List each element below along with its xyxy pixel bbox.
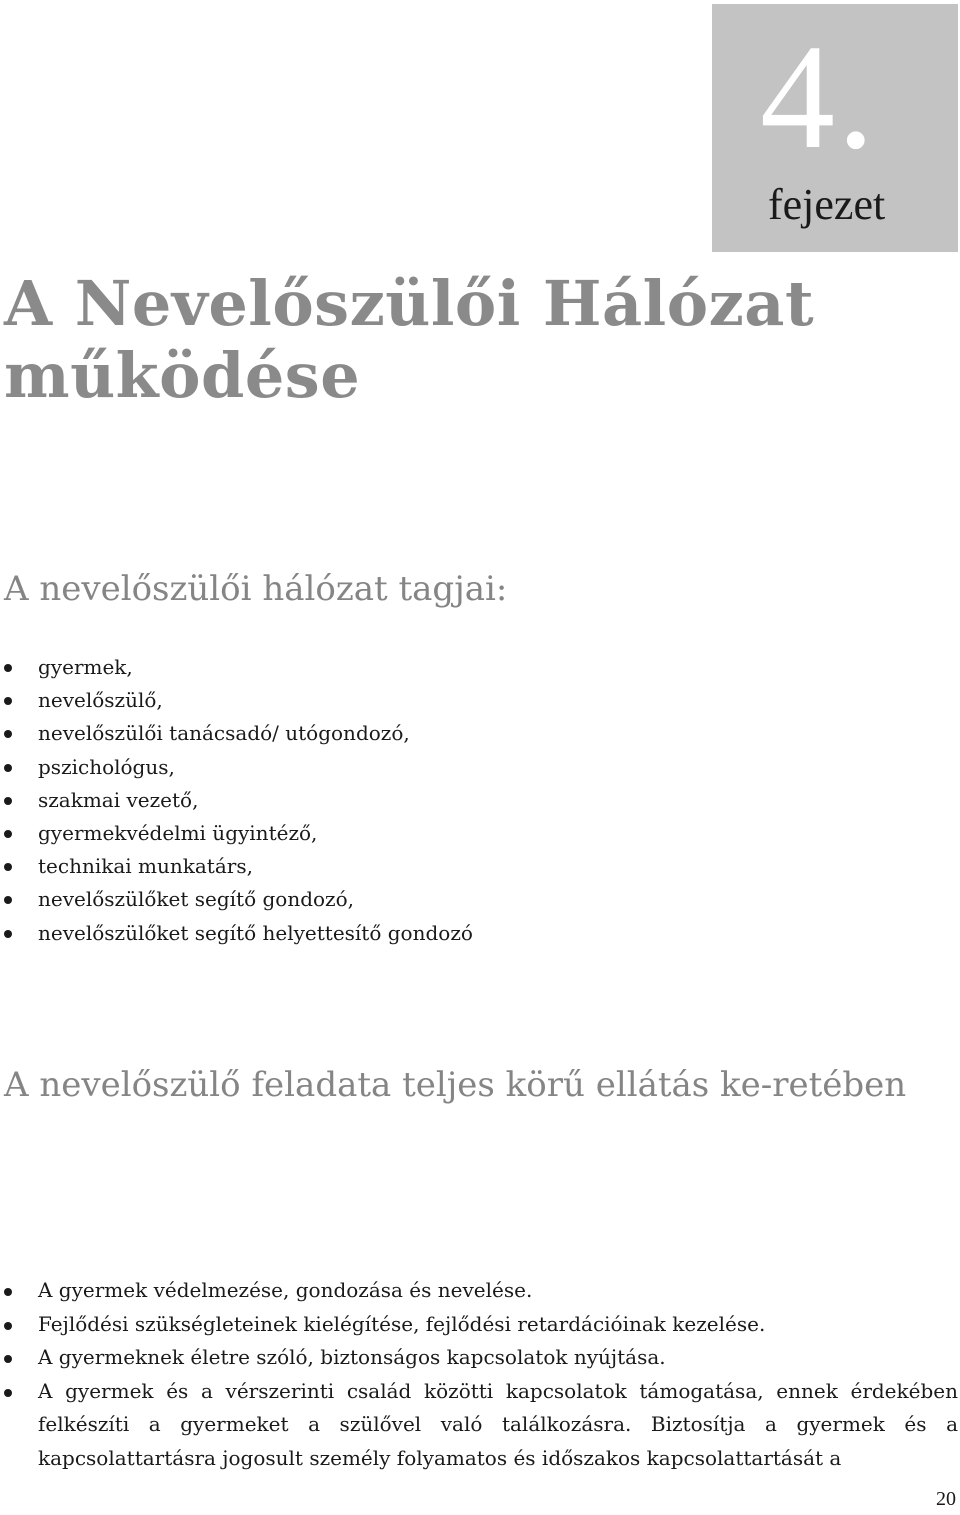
list-item: nevelőszülő, <box>0 684 700 717</box>
list-item: gyermekvédelmi ügyintéző, <box>0 817 700 850</box>
list-item: Fejlődési szükségleteinek kielégítése, fejlődési retardációinak kezelése. <box>0 1308 958 1342</box>
page-title: A Nevelőszülői Hálózat működése <box>4 267 815 412</box>
list-item: A gyermek védelmezése, gondozása és nevelése. <box>0 1274 958 1308</box>
chapter-label: fejezet <box>768 180 886 229</box>
list-item: A gyermeknek életre szóló, biztonságos kapcsolatok nyújtása. <box>0 1341 958 1375</box>
list-item: szakmai vezető, <box>0 784 700 817</box>
list-item: gyermek, <box>0 651 700 684</box>
section-heading-tasks: A nevelőszülő feladata teljes körű ellátás ke-retében <box>4 1065 907 1105</box>
list-item: A gyermek és a vérszerinti család közötti kapcsolatok támogatása, ennek érdekében felkészíti a gyermeket a szülővel való találkozásra. Biztosítja a gyermek és a kapcsolattartásra jogosult személy folyamatos és időszakos kapcsolattartását a <box>0 1375 958 1476</box>
section-heading-members: A nevelőszülői hálózat tagjai: <box>4 569 508 609</box>
members-list <box>0 651 700 950</box>
list-item: technikai munkatárs, <box>0 850 700 883</box>
tasks-list <box>0 1274 958 1475</box>
list-item: nevelőszülői tanácsadó/ utógondozó, <box>0 717 700 750</box>
list-item: nevelőszülőket segítő gondozó, <box>0 883 700 916</box>
list-item: nevelőszülőket segítő helyettesítő gondozó <box>0 917 700 950</box>
chapter-number: 4. <box>760 14 877 180</box>
page-number: 20 <box>936 1488 956 1510</box>
list-item: pszichológus, <box>0 751 700 784</box>
